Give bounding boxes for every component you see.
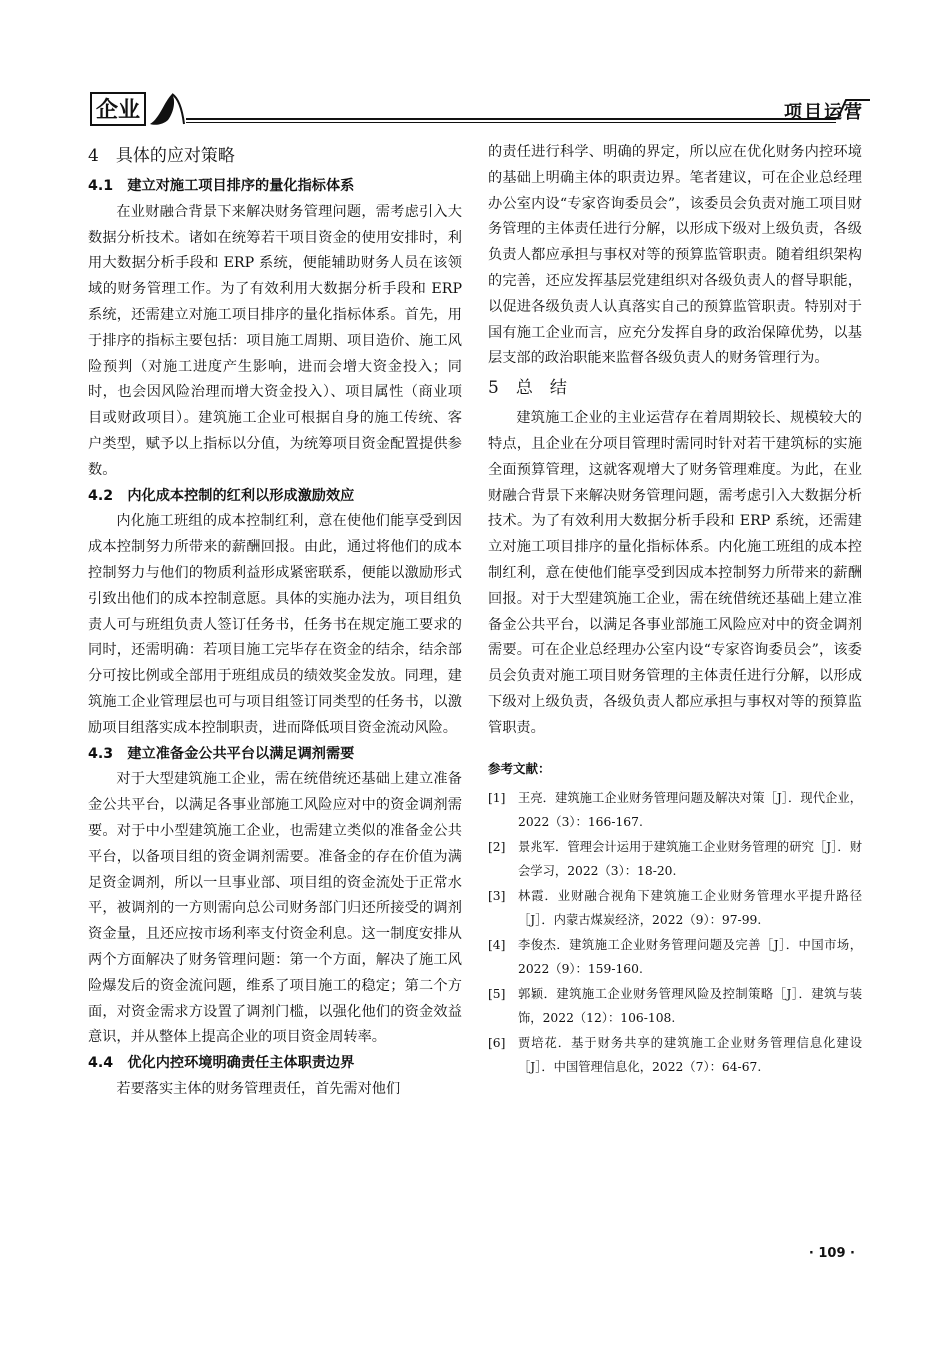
- section-4-3-paragraph: 对于大型建筑施工企业，需在统借统还基础上建立准备金公共平台，以满足各事业部施工风险应对中的资金调剂需要。对于中小型建筑施工企业，也需建立类似的准备金公共平台，以备项目组的资金调剂需要。准备金的存在价值为满足资金调剂，所以一旦事业部、项目组的资金流处于正常水平，被调剂的一方则需向总公司财务部门归还所接受的调剂资金量，且还应按市场利率支付资金利息。这一制度安排从两个方面解决了财务管理问题：第一个方面，解决了施工风险爆发后的资金流问题，维系了项目施工的稳定；第二个方面，对资金需求方设置了调剂门槛，以强化他们的资金效益意识，并从整体上提高企业的项目资金周转率。: [88, 771, 462, 1046]
- section-4-2-paragraph: 内化施工班组的成本控制红利，意在使他们能享受到因成本控制努力所带来的薪酬回报。由此，通过将他们的成本控制努力与他们的物质利益形成紧密联系，便能以激励形式引致出他们的成本控制意愿。具体的实施办法为，项目组负责人可与班组负责人签订任务书，任务书在规定施工要求的同时，还需明确：若项目施工完毕存在资金的结余，结余部分可按比例或全部用于班组成员的绩效奖金发放。同理，建筑施工企业管理层也可与项目组签订同类型的任务书，以激励项目组落实成本控制职责，进而降低项目资金流动风险。: [88, 513, 462, 736]
- reference-text: 景兆军．管理会计运用于建筑施工企业财务管理的研究［J］．财会学习，2022（3）：18-20.: [518, 840, 862, 878]
- references-heading: 参考文献：: [488, 760, 551, 776]
- reference-item: [488, 836, 862, 883]
- reference-number: [6]: [488, 1036, 506, 1051]
- page-number: · 109 ·: [808, 1246, 855, 1261]
- reference-number: [1]: [488, 791, 506, 806]
- reference-item: [488, 934, 862, 981]
- svg-text:企业: 企业: [95, 98, 141, 123]
- section-4-4-paragraph-continued: 的责任进行科学、明确的界定，所以应在优化财务内控环境的基础上明确主体的职责边界。笔者建议，可在企业总经理办公室内设“专家咨询委员会”，该委员会负责对施工项目财务管理的主体责任进行分解，以形成下级对上级负责，各级负责人都应承担与事权对等的预算监管职责。随着组织架构的完善，还应发挥基层党建组织对各级负责人的督导职能，以促进各级负责人认真落实自己的预算监管职责。特别对于国有施工企业而言，应充分发挥自身的政治保障优势，以基层支部的政治职能来监督各级负责人的财务管理行为。: [488, 144, 862, 367]
- reference-item: [488, 1032, 862, 1079]
- section-4-4-paragraph: 若要落实主体的财务管理责任，首先需对他们: [116, 1080, 401, 1097]
- reference-text: 林霞．业财融合视角下建筑施工企业财务管理水平提升路径［J］．内蒙古煤炭经济，2022（9）：97-99.: [518, 889, 862, 927]
- page-header: [90, 82, 868, 132]
- section-5-heading: 5 总 结: [488, 378, 567, 399]
- reference-item: [488, 885, 862, 932]
- reference-text: 李俊杰．建筑施工企业财务管理问题及完善［J］．中国市场，2022（9）：159-160.: [518, 938, 862, 976]
- right-column: [488, 140, 862, 1081]
- journal-logo: [90, 90, 186, 128]
- reference-text: 郭颖．建筑施工企业财务管理风险及控制策略［J］．建筑与装饰，2022（12）：106-108.: [518, 987, 862, 1025]
- left-column: [88, 140, 462, 1103]
- reference-text: 贾培花．基于财务共享的建筑施工企业财务管理信息化建设［J］．中国管理信息化，2022（7）：64-67.: [518, 1036, 862, 1074]
- reference-number: [2]: [488, 840, 506, 855]
- reference-number: [5]: [488, 987, 506, 1002]
- reference-number: [3]: [488, 889, 506, 904]
- section-4-1-paragraph: 在业财融合背景下来解决财务管理问题，需考虑引入大数据分析技术。诸如在统筹若干项目资金的使用安排时，利用大数据分析手段和 ERP 系统，便能辅助财务人员在该领域的财务管理工作。为了有效利用大数据分析手段和 ERP 系统，还需建立对施工项目排序的量化指标体系。首先，用于排序的指标主要包括：项目施工周期、项目造价、施工风险预判（对施工进度产生影响，进而会增大资金投入；同时，也会因风险治理而增大资金投入）、项目属性（商业项目或财政项目）。建筑施工企业可根据自身的施工传统、客户类型，赋予以上指标以分值，为统筹项目资金配置提供参数。: [88, 203, 462, 478]
- section-4-1-heading: 4.1 建立对施工项目排序的量化指标体系: [88, 178, 355, 194]
- reference-item: [488, 983, 862, 1030]
- reference-number: [4]: [488, 938, 506, 953]
- section-4-4-heading: 4.4 优化内控环境明确责任主体职责边界: [88, 1055, 355, 1072]
- header-rule: [186, 118, 836, 120]
- section-5-paragraph: 建筑施工企业的主业运营存在着周期较长、规模较大的特点，且企业在分项目管理时需同时针对若干建筑标的实施全面预算管理，这就客观增大了财务管理难度。为此，在业财融合背景下来解决财务管理问题，需考虑引入大数据分析技术。为了有效利用大数据分析手段和 ERP 系统，还需建立对施工项目排序的量化指标体系。内化施工班组的成本控制红利，意在使他们能享受到因成本控制努力所带来的薪酬回报。对于大型建筑施工企业，需在统借统还基础上建立准备金公共平台，以满足各事业部施工风险应对中的资金调剂需要。可在企业总经理办公室内设“专家咨询委员会”，该委员会负责对施工项目财务管理的主体责任进行分解，以形成下级对上级负责，各级负责人都应承担与事权对等的预算监管职责。: [488, 410, 862, 736]
- header-rule-thin: [186, 122, 836, 123]
- reference-list: [488, 787, 862, 1079]
- reference-item: [488, 787, 862, 834]
- section-title: 项目运营: [784, 102, 864, 123]
- section-4-2-heading: 4.2 内化成本控制的红利以形成激励效应: [88, 487, 355, 504]
- section-4-heading: 4 具体的应对策略: [88, 146, 235, 166]
- reference-text: 王亮．建筑施工企业财务管理问题及解决对策［J］．现代企业，2022（3）：166-167.: [518, 791, 862, 829]
- section-4-3-heading: 4.3 建立准备金公共平台以满足调剂需要: [88, 745, 355, 762]
